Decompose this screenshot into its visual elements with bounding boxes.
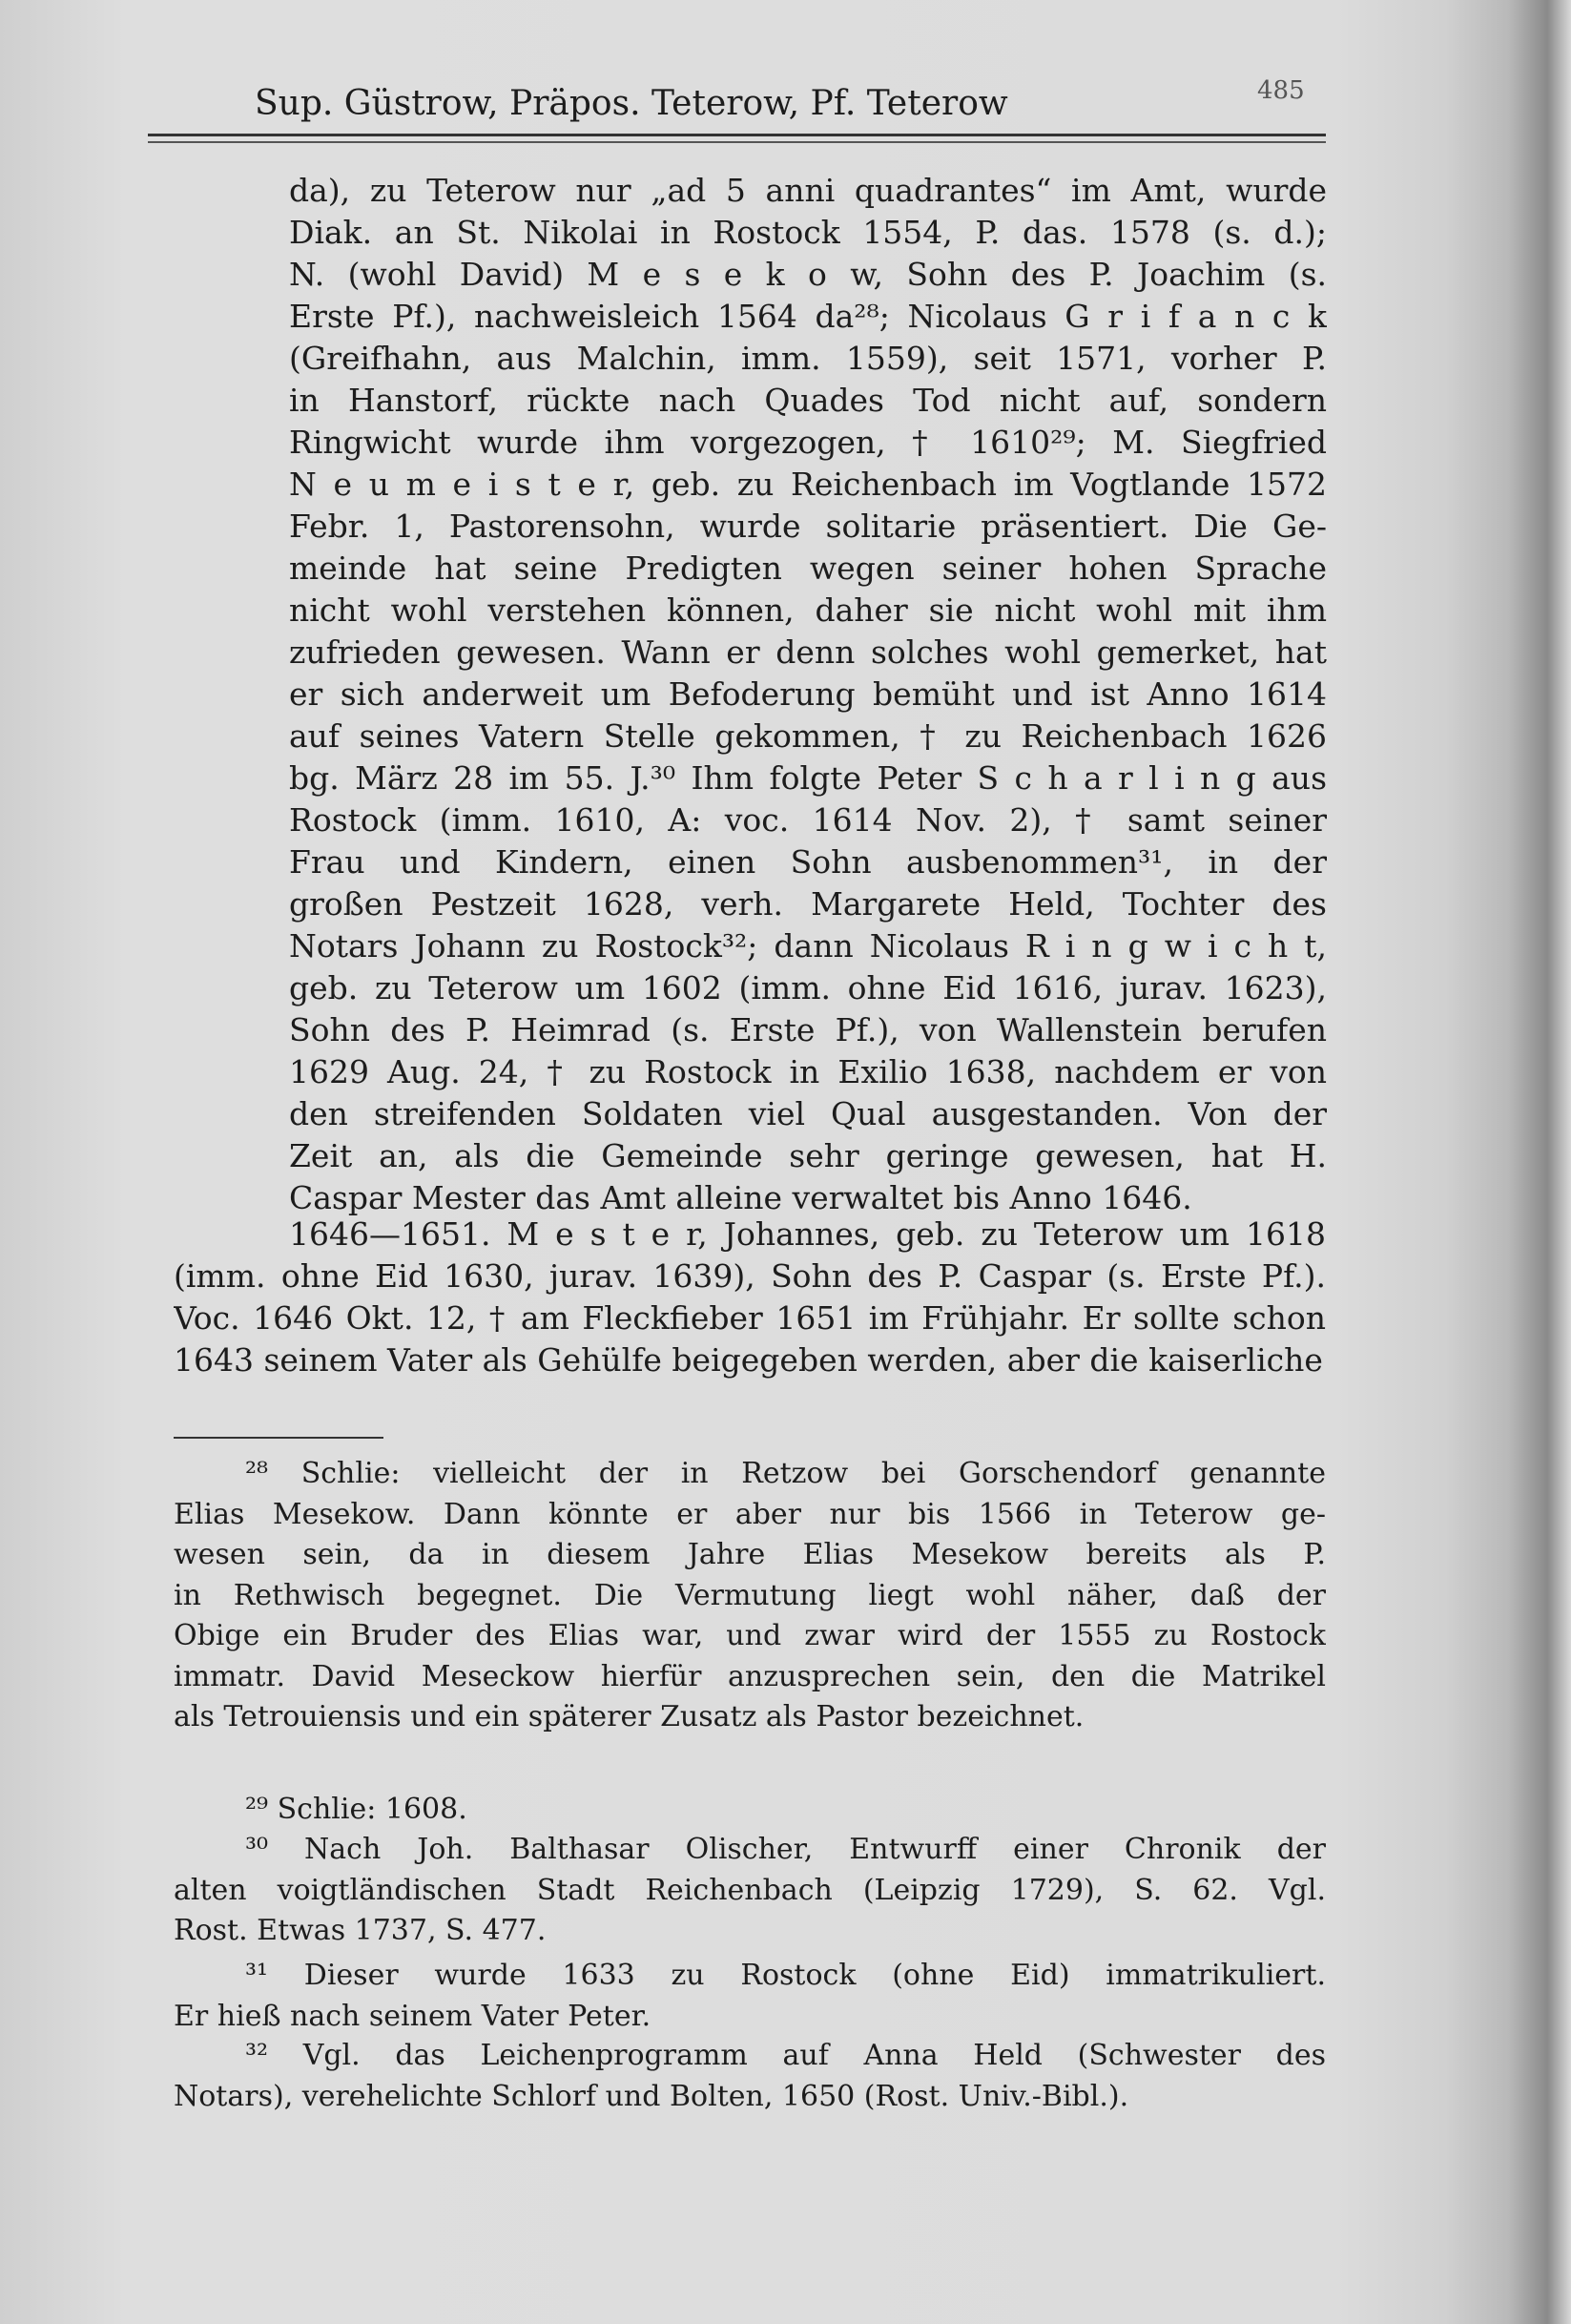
footnote-31 [174, 1956, 1326, 2037]
text-line: Obige ein Bruder des Elias war, und zwar wird der 1555 zu Rostock [174, 1619, 1326, 1652]
text-line: (Greifhahn, aus Malchin, imm. 1559), seit 1571, vorher P. [289, 340, 1327, 377]
footnote-separator [174, 1437, 383, 1439]
running-header: Sup. Güstrow, Präpos. Teterow, Pf. Teterow [255, 84, 1008, 123]
text-line: Notars), verehelichte Schlorf und Bolten, 1650 (Rost. Univ.-Bibl.). [174, 2079, 1129, 2113]
header-rule-double [148, 141, 1326, 143]
text-line: Ringwicht wurde ihm vorgezogen, † 1610²⁹; M. Siegfried [289, 424, 1327, 461]
footnote-28 [174, 1454, 1326, 1738]
main-text-block-1 [289, 170, 1327, 1219]
text-line: Notars Johann zu Rostock³²; dann Nicolaus R i n g w i c h t, [289, 927, 1327, 965]
text-line: Rost. Etwas 1737, S. 477. [174, 1914, 547, 1947]
text-line: Diak. an St. Nikolai in Rostock 1554, P. das. 1578 (s. d.); [289, 214, 1327, 251]
text-line: ³⁰ Nach Joh. Balthasar Olischer, Entwurff einer Chronik der [245, 1833, 1326, 1866]
text-line: N e u m e i s t e r, geb. zu Reichenbach im Vogtlande 1572 [289, 466, 1327, 503]
text-line: den streifenden Soldaten viel Qual ausgestanden. Von der [289, 1095, 1327, 1132]
text-line: Erste Pf.), nachweisleich 1564 da²⁸; Nicolaus G r i f a n c k [289, 298, 1327, 335]
text-line: 1646—1651. M e s t e r, Johannes, geb. zu Teterow um 1618 [289, 1215, 1326, 1253]
text-line: ³² Vgl. das Leichenprogramm auf Anna Held (Schwester des [245, 2039, 1326, 2072]
text-line: Er hieß nach seinem Vater Peter. [174, 1999, 651, 2033]
text-line: Febr. 1, Pastorensohn, wurde solitarie präsentiert. Die Ge- [289, 508, 1327, 545]
text-line: Sohn des P. Heimrad (s. Erste Pf.), von Wallenstein berufen [289, 1011, 1327, 1048]
header-rule [148, 134, 1326, 136]
text-line: in Hanstorf, rückte nach Quades Tod nicht auf, sondern [289, 382, 1327, 419]
footnote-32 [174, 2036, 1326, 2117]
text-line: Rostock (imm. 1610, A: voc. 1614 Nov. 2), † samt seiner [289, 801, 1327, 839]
text-line: ²⁸ Schlie: vielleicht der in Retzow bei Gorschendorf genannte [245, 1457, 1326, 1490]
text-line: ³¹ Dieser wurde 1633 zu Rostock (ohne Eid) immatrikuliert. [245, 1959, 1326, 1992]
text-line: Zeit an, als die Gemeinde sehr geringe gewesen, hat H. [289, 1137, 1327, 1174]
text-line: zufrieden gewesen. Wann er denn solches wohl gemerket, hat [289, 633, 1327, 671]
text-line: immatr. David Meseckow hierfür anzusprechen sein, den die Matrikel [174, 1659, 1326, 1693]
text-line: bg. März 28 im 55. J.³⁰ Ihm folgte Peter S c h a r l i n g aus [289, 759, 1327, 797]
text-line: auf seines Vatern Stelle gekommen, † zu Reichenbach 1626 [289, 717, 1327, 755]
footnote-29 [174, 1790, 1326, 1831]
text-line: Voc. 1646 Okt. 12, † am Fleckfieber 1651 im Frühjahr. Er sollte schon [174, 1299, 1326, 1337]
text-line: großen Pestzeit 1628, verh. Margarete Held, Tochter des [289, 885, 1327, 923]
page-number: 485 [1257, 76, 1305, 105]
text-line: Caspar Mester das Amt alleine verwaltet bis Anno 1646. [289, 1179, 1192, 1216]
text-line: 1629 Aug. 24, † zu Rostock in Exilio 1638, nachdem er von [289, 1053, 1327, 1090]
footnote-30 [174, 1830, 1326, 1952]
text-line: geb. zu Teterow um 1602 (imm. ohne Eid 1616, jurav. 1623), [289, 969, 1327, 1006]
text-line: nicht wohl verstehen können, daher sie nicht wohl mit ihm [289, 591, 1327, 629]
text-line: als Tetrouiensis und ein späterer Zusatz als Pastor bezeichnet. [174, 1700, 1085, 1733]
text-line: er sich anderweit um Befoderung bemüht und ist Anno 1614 [289, 675, 1327, 713]
main-text-entry-1646-1651 [174, 1214, 1326, 1381]
text-line: Elias Mesekow. Dann könnte er aber nur bis 1566 in Teterow ge- [174, 1497, 1326, 1531]
text-line: N. (wohl David) M e s e k o w, Sohn des P. Joachim (s. [289, 256, 1327, 293]
text-line: ²⁹ Schlie: 1608. [245, 1793, 467, 1826]
text-line: 1643 seinem Vater als Gehülfe beigegeben werden, aber die kaiserliche [174, 1341, 1323, 1379]
text-line: da), zu Teterow nur „ad 5 anni quadrantes“ im Amt, wurde [289, 172, 1327, 209]
text-line: in Rethwisch begegnet. Die Vermutung liegt wohl näher, daß der [174, 1578, 1326, 1612]
text-line: wesen sein, da in diesem Jahre Elias Mesekow bereits als P. [174, 1538, 1326, 1571]
text-line: (imm. ohne Eid 1630, jurav. 1639), Sohn des P. Caspar (s. Erste Pf.). [174, 1257, 1326, 1295]
text-line: alten voigtländischen Stadt Reichenbach (Leipzig 1729), S. 62. Vgl. [174, 1873, 1326, 1907]
text-line: Frau und Kindern, einen Sohn ausbenommen³¹, in der [289, 843, 1327, 881]
text-line: meinde hat seine Predigten wegen seiner hohen Sprache [289, 550, 1327, 587]
